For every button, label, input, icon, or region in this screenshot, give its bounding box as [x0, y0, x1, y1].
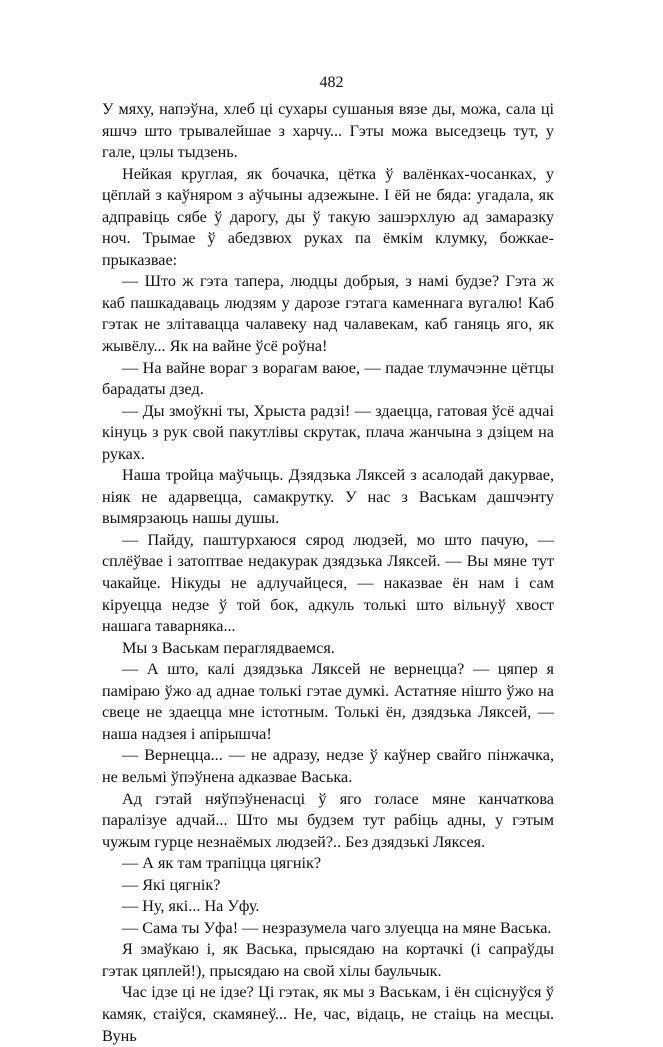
paragraph: Мы з Васькам пераглядваемся.: [122, 638, 335, 657]
paragraph: — Ну, які... На Уфу.: [122, 897, 260, 916]
paragraph: — Што ж гэта тапера, людцы добрыя, з намі будзе? Гэта ж каб пашкадаваць людзям у дарозе гэтага каменнага вугалю! Каб гэтак не злітавацца чалавеку над чалавекам, каб ганяць яго, як жывёлу... Як на вайне ўсё роўна!: [102, 272, 554, 356]
paragraph: Ад гэтай няўпэўненасці ў яго голасе мяне канчаткова паралізуе адчай... Што мы будзем тут рабіць адны, у гэтым чужым гурце незнаёмых людзей?.. Без дзядзькі Ляксея.: [102, 789, 554, 851]
paragraph: — Пайду, паштурхаюся сярод людзей, мо што пачую, — сплёўвае і затоптвае недакурак дзядзька Ляксей. — Вы мяне тут чакайце. Нікуды не адлучайцеся, — наказвае ён нам і сам кіруецца недзе ў той бок, адкуль толькі што вільнуў хвост нашага таварняка...: [102, 530, 554, 636]
paragraph: — Сама ты Уфа! — незразумела чаго злуецца на мяне Васька.: [122, 918, 552, 937]
page-number: 482: [319, 74, 344, 91]
paragraph: — Вернецца... — не адразу, недзе ў каўнер свайго пінжачка, не вельмі ўпэўнена адказвае Васька.: [102, 746, 554, 786]
paragraph: Наша тройца маўчыць. Дзядзька Ляксей з асалодай дакурвае, ніяк не адарвецца, самакрутку. У нас з Васькам дашчэнту вымярзаюць нашы душы.: [102, 466, 554, 528]
paragraph: Я змаўкаю і, як Васька, прысядаю на кортачкі (і сапраўды гэтак цяплей!), прысядаю на свой хілы баульчык.: [102, 940, 554, 980]
paragraph: Час ідзе ці не ідзе? Ці гэтак, як мы з Васькам, і ён сціснуўся ў камяк, стаіўся, скамянеў... Не, час, відаць, не стаіць на месцы. Вунь: [102, 983, 554, 1045]
body-text: [102, 99, 554, 1047]
paragraph: — А як там трапіцца цягнік?: [122, 854, 322, 873]
paragraph: У мяху, напэўна, хлеб ці сухары сушаныя вязе ды, можа, сала ці яшчэ што трывалейшае з харчу... Гэты можа выседзець тут, у гале, цэлы тыдзень.: [102, 100, 554, 162]
paragraph: Нейкая круглая, як бочачка, цётка ў валёнках-чосанках, у цёплай з каўняром з аўчыны адзежыне. І ёй не бяда: угадала, як адправіць сябе ў дарогу, ды ў такую зашэрхлую ад замаразку ноч. Трымае ў абедзвюх руках па ёмкім клумку, божкае-прыказвае:: [102, 164, 554, 269]
paragraph: — Ды змоўкні ты, Хрыста радзі! — здаецца, гатовая ўсё адчаі кінуць з рук свой пакутлівы скрутак, плача жанчына з дзіцем на руках.: [102, 401, 554, 463]
paragraph: — А што, калі дзядзька Ляксей не вернецца? — цяпер я паміраю ўжо ад аднае толькі гэтае думкі. Астатняе нішто ўжо на свеце не здаецца мне істотным. Толькі ён, дзядзька Ляксей, — наша надзея і апірышча!: [102, 660, 554, 743]
paragraph: — На вайне вораг з ворагам ваюе, — падае тлумачэнне цётцы барадаты дзед.: [102, 358, 554, 399]
paragraph: — Які цягнік?: [122, 875, 221, 894]
